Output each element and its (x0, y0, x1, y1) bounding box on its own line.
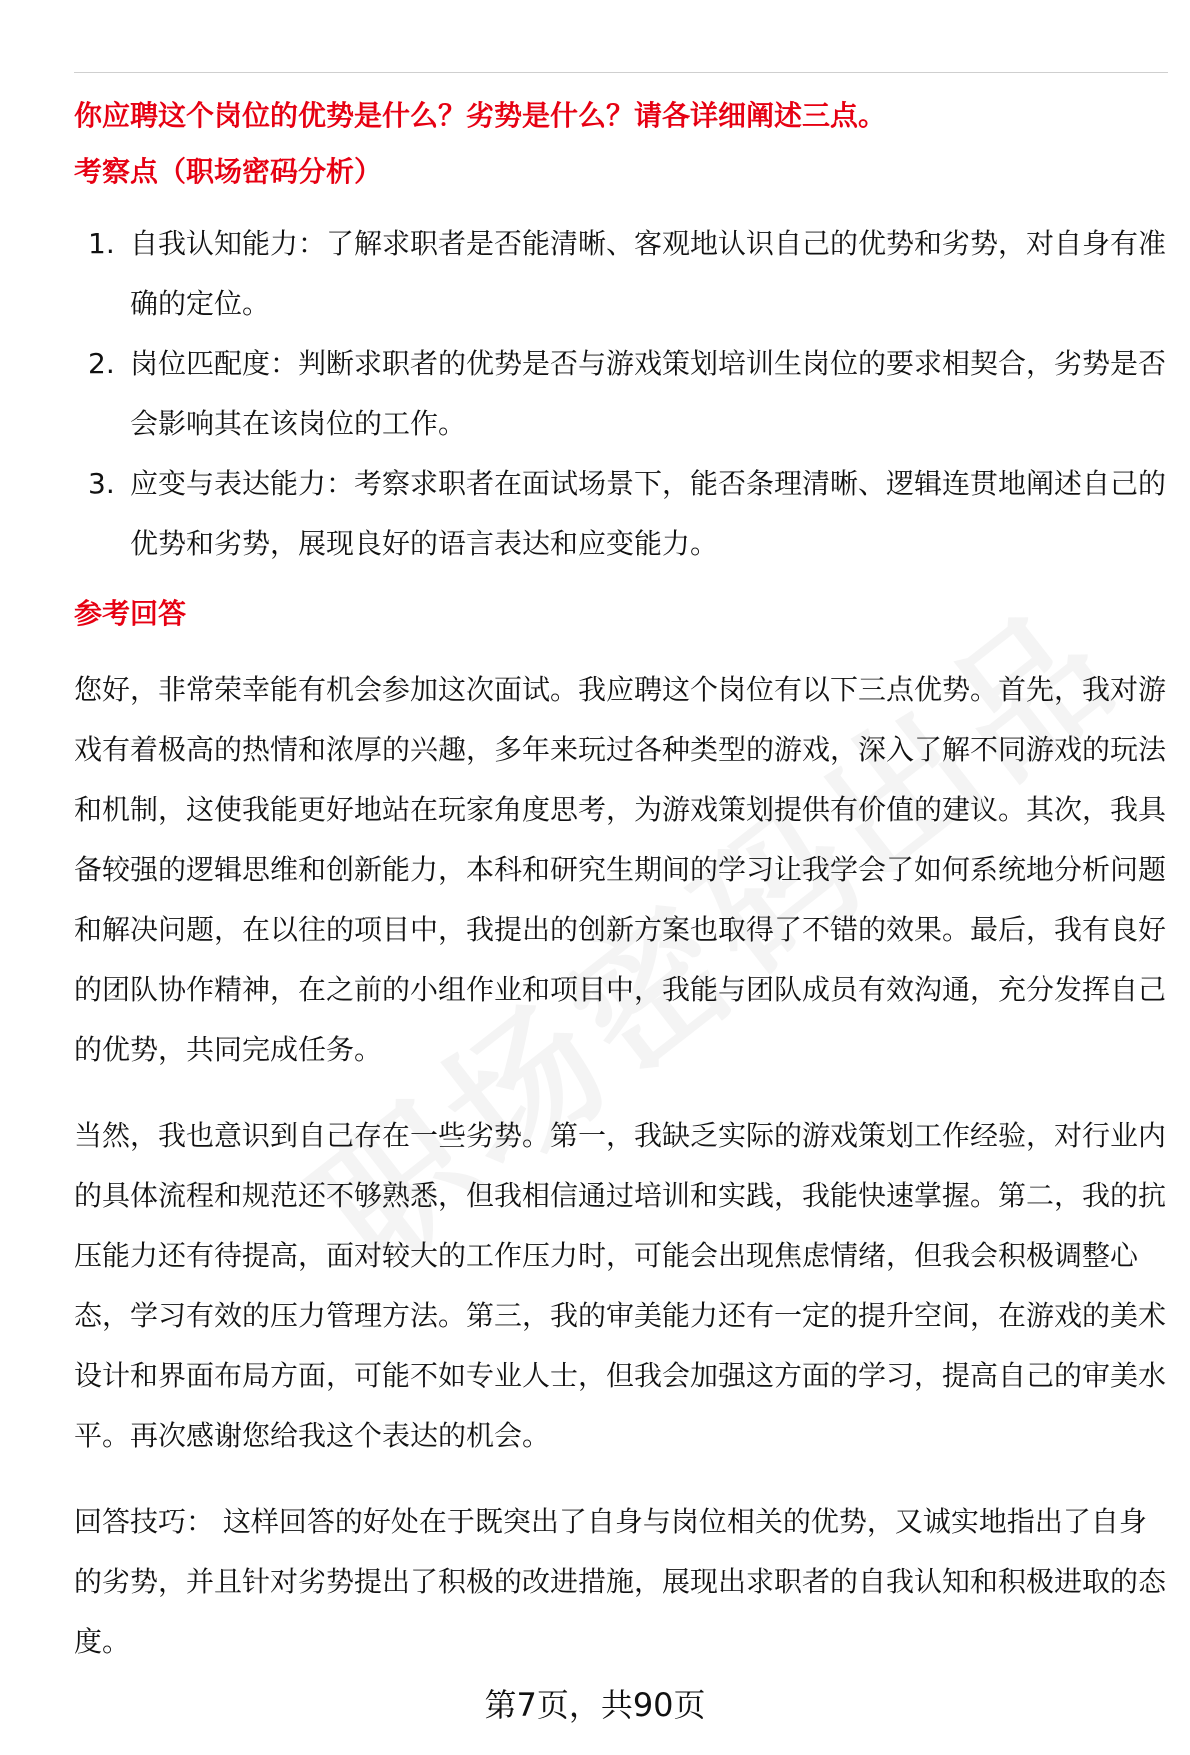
focus-point-text: 应变与表达能力：考察求职者在面试场景下，能否条理清晰、逻辑连贯地阐述自己的优势和劣势，展现良好的语言表达和应变能力。 (130, 467, 1167, 560)
list-number: 2. (88, 347, 115, 380)
page-footer: 第7页，共90页 (484, 1686, 706, 1724)
list-number: 3. (88, 467, 115, 500)
focus-point-item (74, 334, 1168, 454)
focus-points-list (74, 214, 1168, 574)
spacer (74, 642, 1168, 660)
answer-tips: 回答技巧： 这样回答的好处在于既突出了自身与岗位相关的优势，又诚实地指出了自身的劣势，并且针对劣势提出了积极的改进措施，展现出求职者的自我认知和积极进取的态度。 (74, 1505, 1167, 1658)
page-content (74, 88, 1168, 1672)
focus-point-text: 自我认知能力：了解求职者是否能清晰、客观地认识自己的优势和劣势，对自身有准确的定位。 (130, 227, 1167, 320)
question-heading: 你应聘这个岗位的优势是什么？劣势是什么？请各详细阐述三点。 (74, 99, 887, 132)
focus-title: 考察点（职场密码分析） (74, 155, 383, 188)
answer-title: 参考回答 (74, 597, 187, 630)
top-divider (74, 72, 1168, 73)
answer-paragraph-weaknesses: 当然，我也意识到自己存在一些劣势。第一，我缺乏实际的游戏策划工作经验，对行业内的具体流程和规范还不够熟悉，但我相信通过培训和实践，我能快速掌握。第二，我的抗压能力还有待提高，面对较大的工作压力时，可能会出现焦虑情绪，但我会积极调整心态，学习有效的压力管理方法。第三，我的审美能力还有一定的提升空间，在游戏的美术设计和界面布局方面，可能不如专业人士，但我会加强这方面的学习，提高自己的审美水平。再次感谢您给我这个表达的机会。 (74, 1119, 1167, 1452)
focus-point-text: 岗位匹配度：判断求职者的优势是否与游戏策划培训生岗位的要求相契合，劣势是否会影响其在该岗位的工作。 (130, 347, 1167, 440)
answer-paragraph-strengths: 您好，非常荣幸能有机会参加这次面试。我应聘这个岗位有以下三点优势。首先，我对游戏有着极高的热情和浓厚的兴趣，多年来玩过各种类型的游戏，深入了解不同游戏的玩法和机制，这使我能更好地站在玩家角度思考，为游戏策划提供有价值的建议。其次，我具备较强的逻辑思维和创新能力，本科和研究生期间的学习让我学会了如何系统地分析问题和解决问题，在以往的项目中，我提出的创新方案也取得了不错的效果。最后，我有良好的团队协作精神，在之前的小组作业和项目中，我能与团队成员有效沟通，充分发挥自己的优势，共同完成任务。 (74, 673, 1167, 1066)
focus-point-item (74, 454, 1168, 574)
list-number: 1. (88, 227, 115, 260)
spacer (74, 1466, 1168, 1492)
spacer (74, 1080, 1168, 1106)
focus-point-item (74, 214, 1168, 334)
